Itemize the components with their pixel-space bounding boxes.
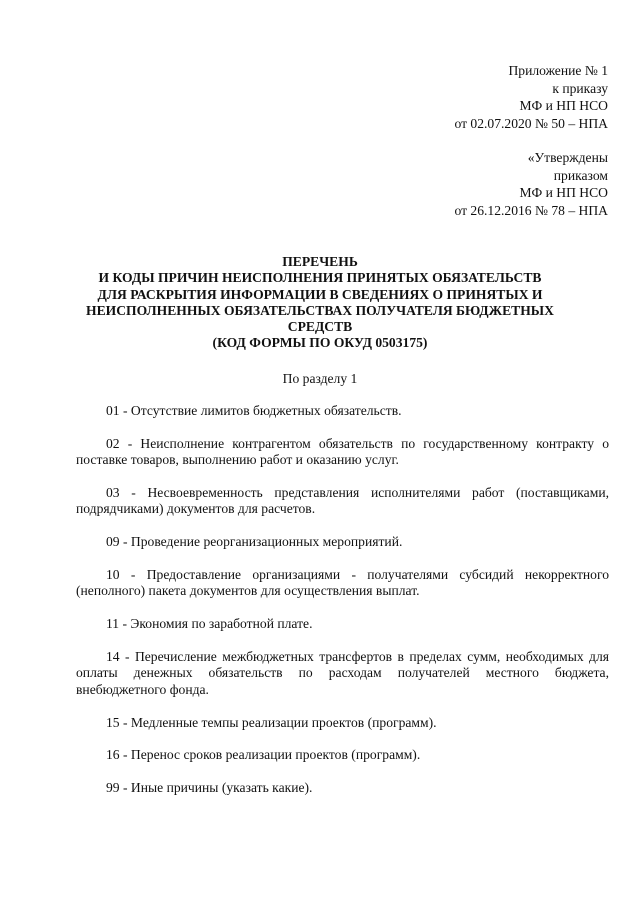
- list-item: 01 - Отсутствие лимитов бюджетных обязательств.: [106, 403, 402, 418]
- reason-codes-list: [76, 403, 609, 813]
- title-line: СРЕДСТВ: [287, 319, 353, 335]
- section-heading: По разделу 1: [282, 371, 358, 386]
- approval-line: «Утверждены: [527, 150, 608, 165]
- list-item: 99 - Иные причины (указать какие).: [106, 780, 313, 796]
- title-line: ПЕРЕЧЕНЬ: [282, 254, 358, 269]
- appendix-line: к приказу: [552, 80, 608, 96]
- list-item: 10 - Предоставление организациями - получателями субсидий некорректного (неполного) пакета документов для осуществления выплат.: [76, 567, 609, 599]
- list-item: 15 - Медленные темпы реализации проектов (программ).: [106, 714, 437, 730]
- list-item: 03 - Несвоевременность представления исполнителями работ (поставщиками, подрядчиками) документов для расчетов.: [76, 485, 609, 517]
- approval-line: приказом: [553, 167, 608, 183]
- approval-header: [454, 149, 608, 219]
- appendix-line: МФ и НП НСО: [519, 98, 608, 113]
- title-line: И КОДЫ ПРИЧИН НЕИСПОЛНЕНИЯ ПРИНЯТЫХ ОБЯЗАТЕЛЬСТВ: [98, 270, 542, 286]
- title-line: НЕИСПОЛНЕННЫХ ОБЯЗАТЕЛЬСТВАХ ПОЛУЧАТЕЛЯ БЮДЖЕТНЫХ: [86, 302, 554, 318]
- appendix-line: от 02.07.2020 № 50 – НПА: [454, 115, 608, 131]
- title-line: (КОД ФОРМЫ ПО ОКУД 0503175): [212, 335, 428, 351]
- list-item: 02 - Неисполнение контрагентом обязательств по государственному контракту о поставке товаров, выполнению работ и оказанию услуг.: [76, 435, 609, 468]
- list-item: 16 - Перенос сроков реализации проектов (программ).: [106, 747, 421, 763]
- approval-line: от 26.12.2016 № 78 – НПА: [454, 202, 608, 218]
- list-item: 11 - Экономия по заработной плате.: [106, 616, 313, 632]
- appendix-header: [454, 62, 608, 132]
- list-item: 09 - Проведение реорганизационных мероприятий.: [106, 534, 403, 550]
- appendix-line: Приложение № 1: [508, 63, 608, 78]
- list-item: 14 - Перечисление межбюджетных трансфертов в пределах сумм, необходимых для оплаты денежных обязательств по расходам получателей местного бюджета, внебюджетного фонда.: [76, 649, 609, 697]
- title-line: ДЛЯ РАСКРЫТИЯ ИНФОРМАЦИИ В СВЕДЕНИЯХ О ПРИНЯТЫХ И: [97, 286, 543, 302]
- document-title: [60, 254, 580, 352]
- approval-line: МФ и НП НСО: [519, 185, 608, 200]
